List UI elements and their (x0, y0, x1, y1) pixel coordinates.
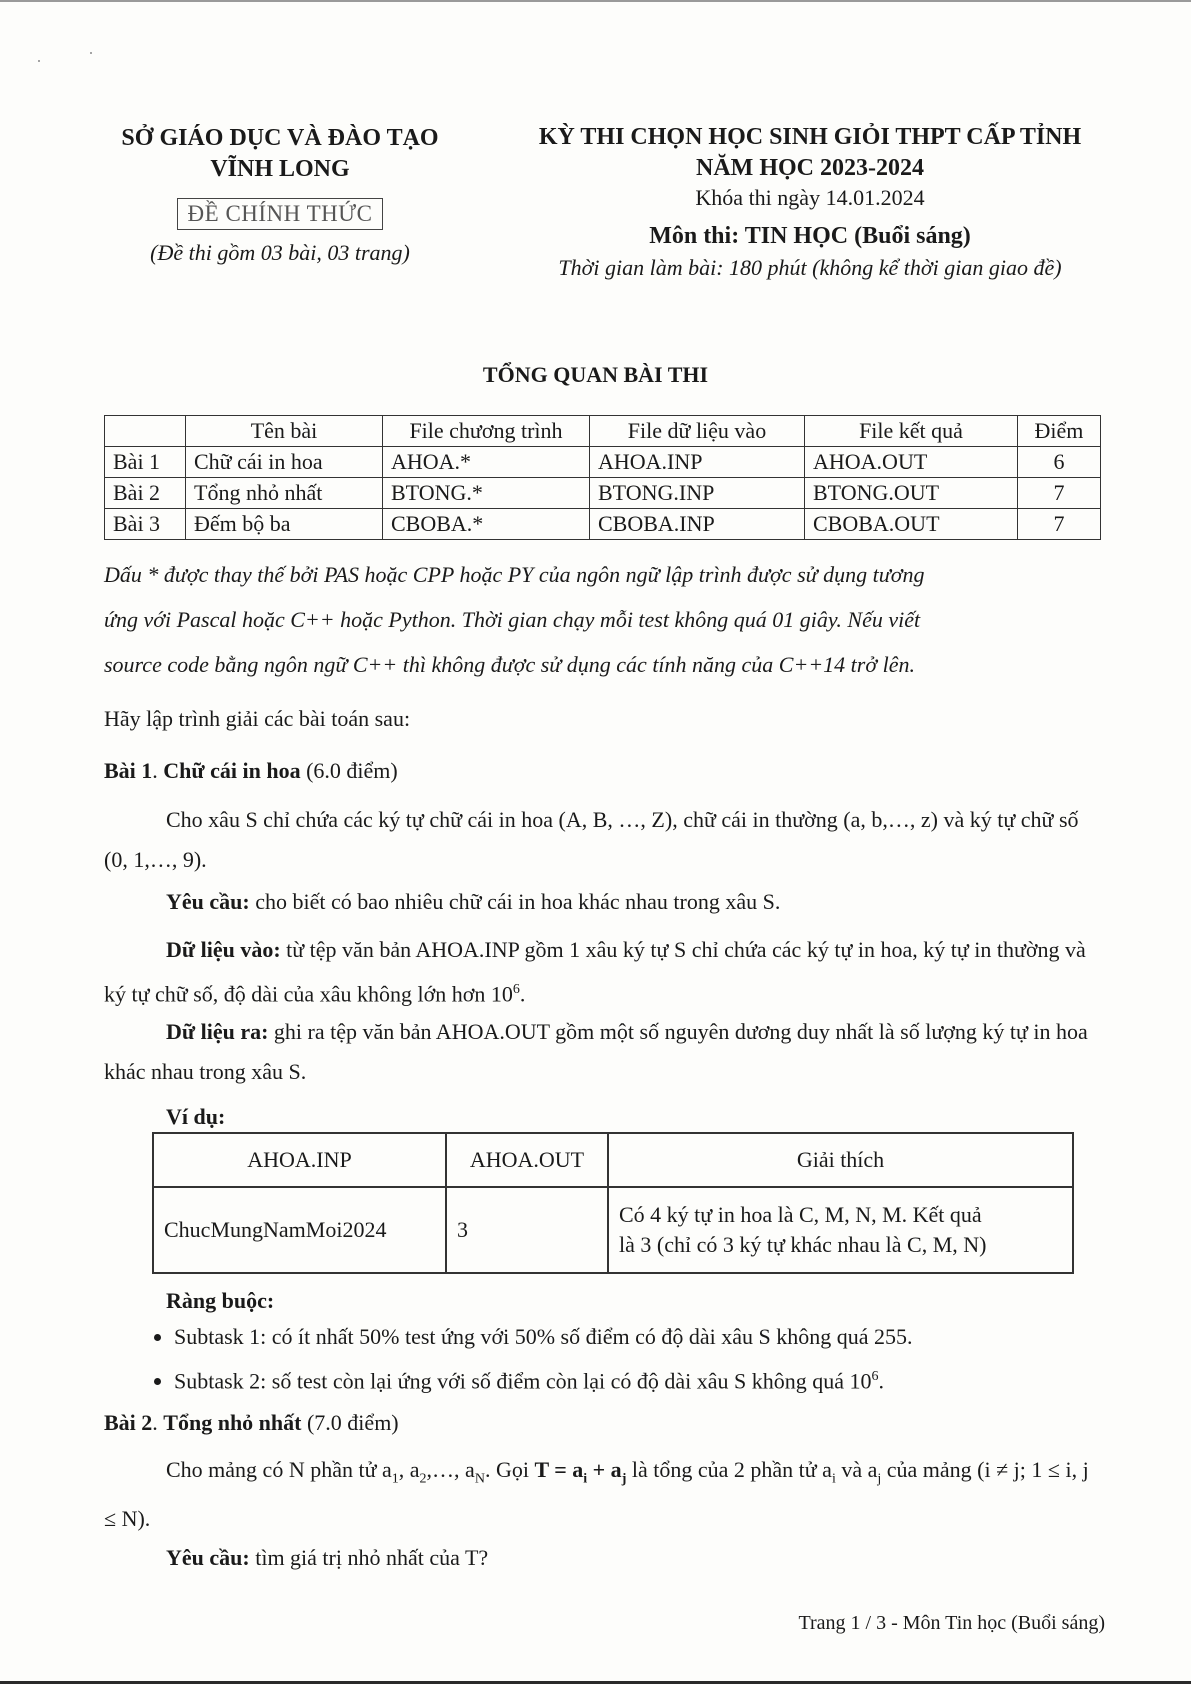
list-item (174, 1317, 912, 1357)
table-row (153, 1187, 1073, 1273)
table-cell: AHOA.OUT (805, 447, 1018, 478)
subscript: j (621, 1471, 627, 1487)
subtask-text: Subtask 2: số test còn lại ứng với số điểm còn lại có độ dài xâu S không quá 10 (174, 1368, 872, 1394)
subscript: i (583, 1471, 588, 1487)
subtask-text: Subtask 1: có ít nhất 50% test ứng với 50% số điểm có độ dài xâu S không quá 255. (174, 1324, 913, 1349)
exam-subject: Môn thi: TIN HỌC (Buổi sáng) (649, 223, 971, 249)
problem2-statement (104, 1450, 1104, 1539)
table-header-row (105, 416, 1101, 447)
table-cell: Đếm bộ ba (186, 509, 383, 540)
problem2-requirement (104, 1538, 1104, 1578)
org-name: SỞ GIÁO DỤC VÀ ĐÀO TẠO (121, 125, 439, 151)
header-left (100, 122, 460, 266)
column-header: Giải thích (608, 1133, 1073, 1187)
problem1-heading: Bài 1. Chữ cái in hoa (6.0 điểm) (104, 758, 398, 783)
output-text: ghi ra tệp văn bản AHOA.OUT gồm một số nguyên dương duy nhất là số lượng ký tự in hoa khác nhau trong xâu S. (104, 1019, 1088, 1084)
intro-text: Hãy lập trình giải các bài toán sau: (104, 706, 411, 731)
constraints-label (166, 1288, 466, 1314)
example-output: 3 (446, 1187, 608, 1273)
column-header: File kết quả (805, 416, 1018, 447)
column-header: File dữ liệu vào (590, 416, 805, 447)
table-cell: 6 (1018, 447, 1101, 478)
subscript: 2 (419, 1471, 427, 1487)
formula-part: + a (587, 1457, 622, 1482)
table-header-row (153, 1133, 1073, 1187)
column-header: Điểm (1018, 416, 1101, 447)
problem1-input: Dữ liệu vào: từ tệp văn bản AHOA.INP gồm 1 xâu ký tự S chỉ chứa các ký tự in hoa, ký tự in thường và ký tự chữ số, độ dài của xâu không lớn hơn $10^6$. (104, 937, 1086, 1007)
statement-part: , a (398, 1457, 420, 1482)
table-cell: CBOBA.* (383, 509, 590, 540)
problem1-statement: Cho xâu S chỉ chứa các ký tự chữ cái in hoa (A, B, …, Z), chữ cái in thường (a, b,…, z) và ký tự chữ số (0, 1,…, 9). (104, 807, 1079, 872)
table-cell: 7 (1018, 478, 1101, 509)
problem2-heading: Bài 2. Tổng nhỏ nhất (7.0 điểm) (104, 1410, 399, 1435)
table-row (105, 447, 1101, 478)
problem2-name: Tổng nhỏ nhất (163, 1410, 302, 1435)
table-row (105, 478, 1101, 509)
statement-part: của mảng (i ≠ j; 1 ≤ i, j ≤ N). (104, 1457, 1089, 1532)
note-line: source code bằng ngôn ngữ C++ thì không được sử dụng các tính năng của C++14 trở lên. (104, 652, 915, 677)
output-label: Dữ liệu ra: (166, 1019, 269, 1044)
example-label-text: Ví dụ: (166, 1104, 226, 1129)
example-input: ChucMungNamMoi2024 (153, 1187, 446, 1273)
table-cell: BTONG.INP (590, 478, 805, 509)
column-header: Tên bài (186, 416, 383, 447)
overview-title: TỔNG QUAN BÀI THI (482, 362, 709, 387)
problem2-points: (7.0 điểm) (306, 1410, 399, 1435)
page-footer: Trang 1 / 3 - Môn Tin học (Buổi sáng) (798, 1612, 1105, 1634)
exam-title: KỲ THI CHỌN HỌC SINH GIỎI THPT CẤP TỈNH (538, 124, 1082, 150)
org-province: VĨNH LONG (210, 156, 350, 182)
subtask-exponent: 6 (871, 1369, 879, 1384)
problem1-points: (6.0 điểm) (306, 758, 398, 783)
table-cell: 7 (1018, 509, 1101, 540)
requirement-text: cho biết có bao nhiêu chữ cái in hoa khác nhau trong xâu S. (255, 889, 781, 914)
statement-part: là tổng của 2 phần tử a (626, 1457, 832, 1482)
constraints-label-text: Ràng buộc: (166, 1288, 275, 1313)
problem1-requirement (104, 882, 1104, 922)
table-cell: CBOBA.INP (590, 509, 805, 540)
formula-part: T = a (534, 1457, 584, 1482)
statement-part: Cho mảng có N phần tử a (166, 1457, 392, 1482)
scan-speck (90, 52, 92, 54)
subscript: N (474, 1471, 485, 1487)
table-cell: Bài 2 (105, 478, 186, 509)
note-line: Dấu * được thay thế bởi PAS hoặc CPP hoặc PY của ngôn ngữ lập trình được sử dụng tương (104, 562, 925, 587)
scan-edge-top (0, 0, 1191, 2)
input-label: Dữ liệu vào: (166, 937, 281, 962)
statement-part: và a (835, 1457, 878, 1482)
problem1-output (104, 1012, 1104, 1092)
table-cell: Tổng nhỏ nhất (186, 478, 383, 509)
column-header: AHOA.INP (153, 1133, 446, 1187)
official-stamp: ĐỀ CHÍNH THỨC (177, 198, 384, 230)
table-cell: Chữ cái in hoa (186, 447, 383, 478)
list-item: • Subtask 2: số test còn lại ứng với số điểm còn lại có độ dài xâu S không quá $10^6$. (174, 1357, 912, 1401)
input-text: từ tệp văn bản AHOA.INP gồm 1 xâu ký tự S chỉ chứa các ký tự in hoa, ký tự in thường và ký tự chữ số, độ dài của xâu không lớn hơn 10 (104, 937, 1086, 1007)
statement-part: ,…, a (426, 1457, 475, 1482)
exam-page-note: (Đề thi gồm 03 bài, 03 trang) (150, 240, 410, 265)
table-cell: AHOA.* (383, 447, 590, 478)
note-line: ứng với Pascal hoặc C++ hoặc Python. Thời gian chạy mỗi test không quá 01 giây. Nếu viết (104, 607, 921, 632)
overview-table (104, 415, 1101, 540)
table-row (105, 509, 1101, 540)
column-header: AHOA.OUT (446, 1133, 608, 1187)
table-cell: BTONG.* (383, 478, 590, 509)
exam-date: Khóa thi ngày 14.01.2024 (695, 185, 925, 210)
example-table (152, 1132, 1074, 1274)
requirement-label: Yêu cầu: (166, 1545, 250, 1570)
subscript: i (831, 1471, 836, 1487)
input-exponent: 6 (512, 982, 520, 997)
header-right (485, 122, 1135, 283)
requirement-text: tìm giá trị nhỏ nhất của T? (255, 1545, 489, 1570)
table-cell: AHOA.INP (590, 447, 805, 478)
problem1-name: Chữ cái in hoa (163, 758, 301, 783)
problem2-label: Bài 2 (104, 1410, 153, 1435)
formula (534, 1457, 627, 1487)
subscript: j (877, 1471, 882, 1487)
scan-speck (38, 60, 40, 62)
school-year: NĂM HỌC 2023-2024 (696, 155, 924, 181)
table-cell: Bài 1 (105, 447, 186, 478)
explanation-line: Có 4 ký tự in hoa là C, M, N, M. Kết quả (619, 1202, 982, 1227)
table-cell: BTONG.OUT (805, 478, 1018, 509)
subtask-list (150, 1317, 912, 1401)
example-explanation (608, 1187, 1073, 1273)
column-header (105, 416, 186, 447)
problem1-label: Bài 1 (104, 758, 153, 783)
subscript: 1 (391, 1471, 399, 1487)
explanation-line: là 3 (chỉ có 3 ký tự khác nhau là C, M, N) (619, 1232, 987, 1257)
exam-duration: Thời gian làm bài: 180 phút (không kể thời gian giao đề) (558, 255, 1062, 280)
requirement-label: Yêu cầu: (166, 889, 250, 914)
table-cell: Bài 3 (105, 509, 186, 540)
statement-part: . Gọi (484, 1457, 535, 1482)
table-cell: CBOBA.OUT (805, 509, 1018, 540)
column-header: File chương trình (383, 416, 590, 447)
language-note (104, 552, 1104, 687)
example-label (166, 1104, 366, 1130)
